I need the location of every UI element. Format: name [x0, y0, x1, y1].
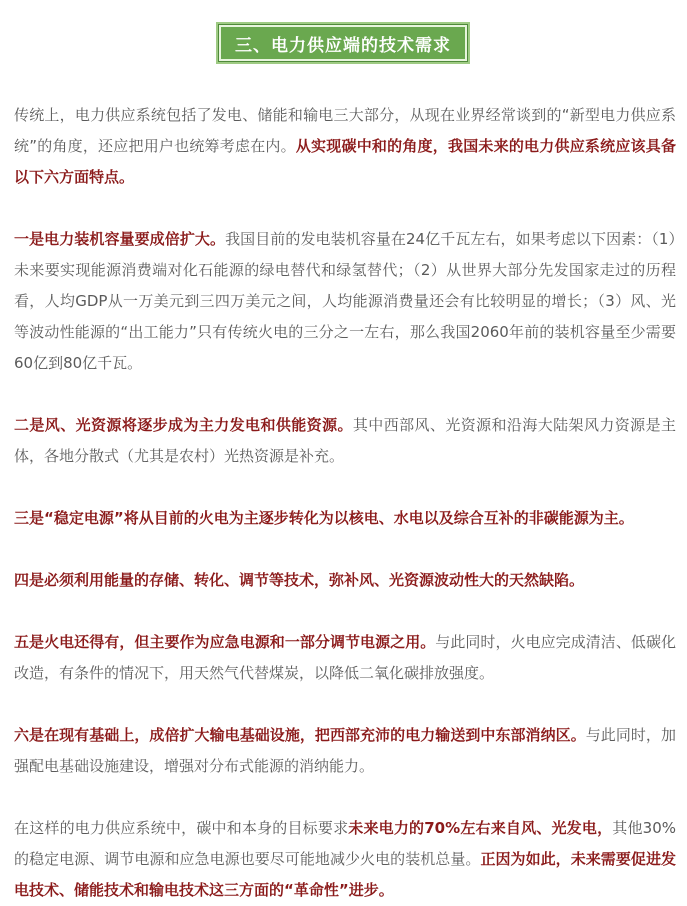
text-run: 在这样的电力供应系统中，碳中和本身的目标要求	[14, 819, 349, 837]
section-heading: 三、电力供应端的技术需求	[235, 35, 451, 56]
paragraph-point-3	[14, 503, 676, 534]
highlight-run: 五是火电还得有，但主要作为应急电源和一部分调节电源之用。	[14, 633, 436, 651]
text-run: 我国目前的发电装机容量在24亿千瓦左右，如果考虑以下因素：（1）未来要实现能源消费端对化石能源的绿电替代和绿氢替代；（2）从世界大部分先发国家走过的历程看，人均GDP从一万美元到三四万美元之间，人均能源消费量还会有比较明显的增长；（3）风、光等波动性能源的“出工能力”只有传统火电的三分之一左右，那么我国2060年前的装机容量至少需要60亿到80亿千瓦。	[14, 230, 676, 372]
highlight-run: 正因为如此，未来需要促进发电技术、储能技术和输电技术这三方面的“革命性”进步。	[14, 850, 676, 899]
paragraph-conclusion	[14, 813, 676, 906]
highlight-run: 六是在现有基础上，成倍扩大输电基础设施，把西部充沛的电力输送到中东部消纳区。	[14, 726, 586, 744]
text-run: 其中西部风、光资源和沿海大陆架风力资源是主体，各地分散式（尤其是农村）光热资源是补充。	[14, 416, 676, 465]
paragraph-point-6	[14, 720, 676, 782]
text-run: 与此同时，加强配电基础设施建设，增强对分布式能源的消纳能力。	[14, 726, 676, 775]
paragraph-point-4	[14, 565, 676, 596]
paragraph-point-5	[14, 627, 676, 689]
text-run: 与此同时，火电应完成清洁、低碳化改造，有条件的情况下，用天然气代替煤炭，以降低二氧化碳排放强度。	[14, 633, 676, 682]
paragraph-point-2	[14, 410, 676, 472]
highlight-run: 一是电力装机容量要成倍扩大。	[14, 230, 226, 248]
text-run: 传统上，电力供应系统包括了发电、储能和输电三大部分，从现在业界经常谈到的“新型电力供应系统”的角度，还应把用户也统筹考虑在内。	[14, 106, 676, 155]
highlight-run: 三是“稳定电源”将从目前的火电为主逐步转化为以核电、水电以及综合互补的非碳能源为主。	[14, 509, 634, 527]
section-heading-box	[218, 24, 468, 62]
paragraph-intro	[14, 100, 676, 193]
highlight-run: 从实现碳中和的角度，我国未来的电力供应系统应该具备以下六方面特点。	[14, 137, 676, 186]
article-body	[14, 100, 676, 906]
text-run: 其他30%的稳定电源、调节电源和应急电源也要尽可能地减少火电的装机总量。	[14, 819, 676, 868]
highlight-run: 二是风、光资源将逐步成为主力发电和供能资源。	[14, 416, 353, 434]
paragraph-point-1	[14, 224, 676, 379]
highlight-run: 未来电力的70%左右来自风、光发电，	[348, 819, 613, 837]
highlight-run: 四是必须利用能量的存储、转化、调节等技术，弥补风、光资源波动性大的天然缺陷。	[14, 571, 585, 589]
